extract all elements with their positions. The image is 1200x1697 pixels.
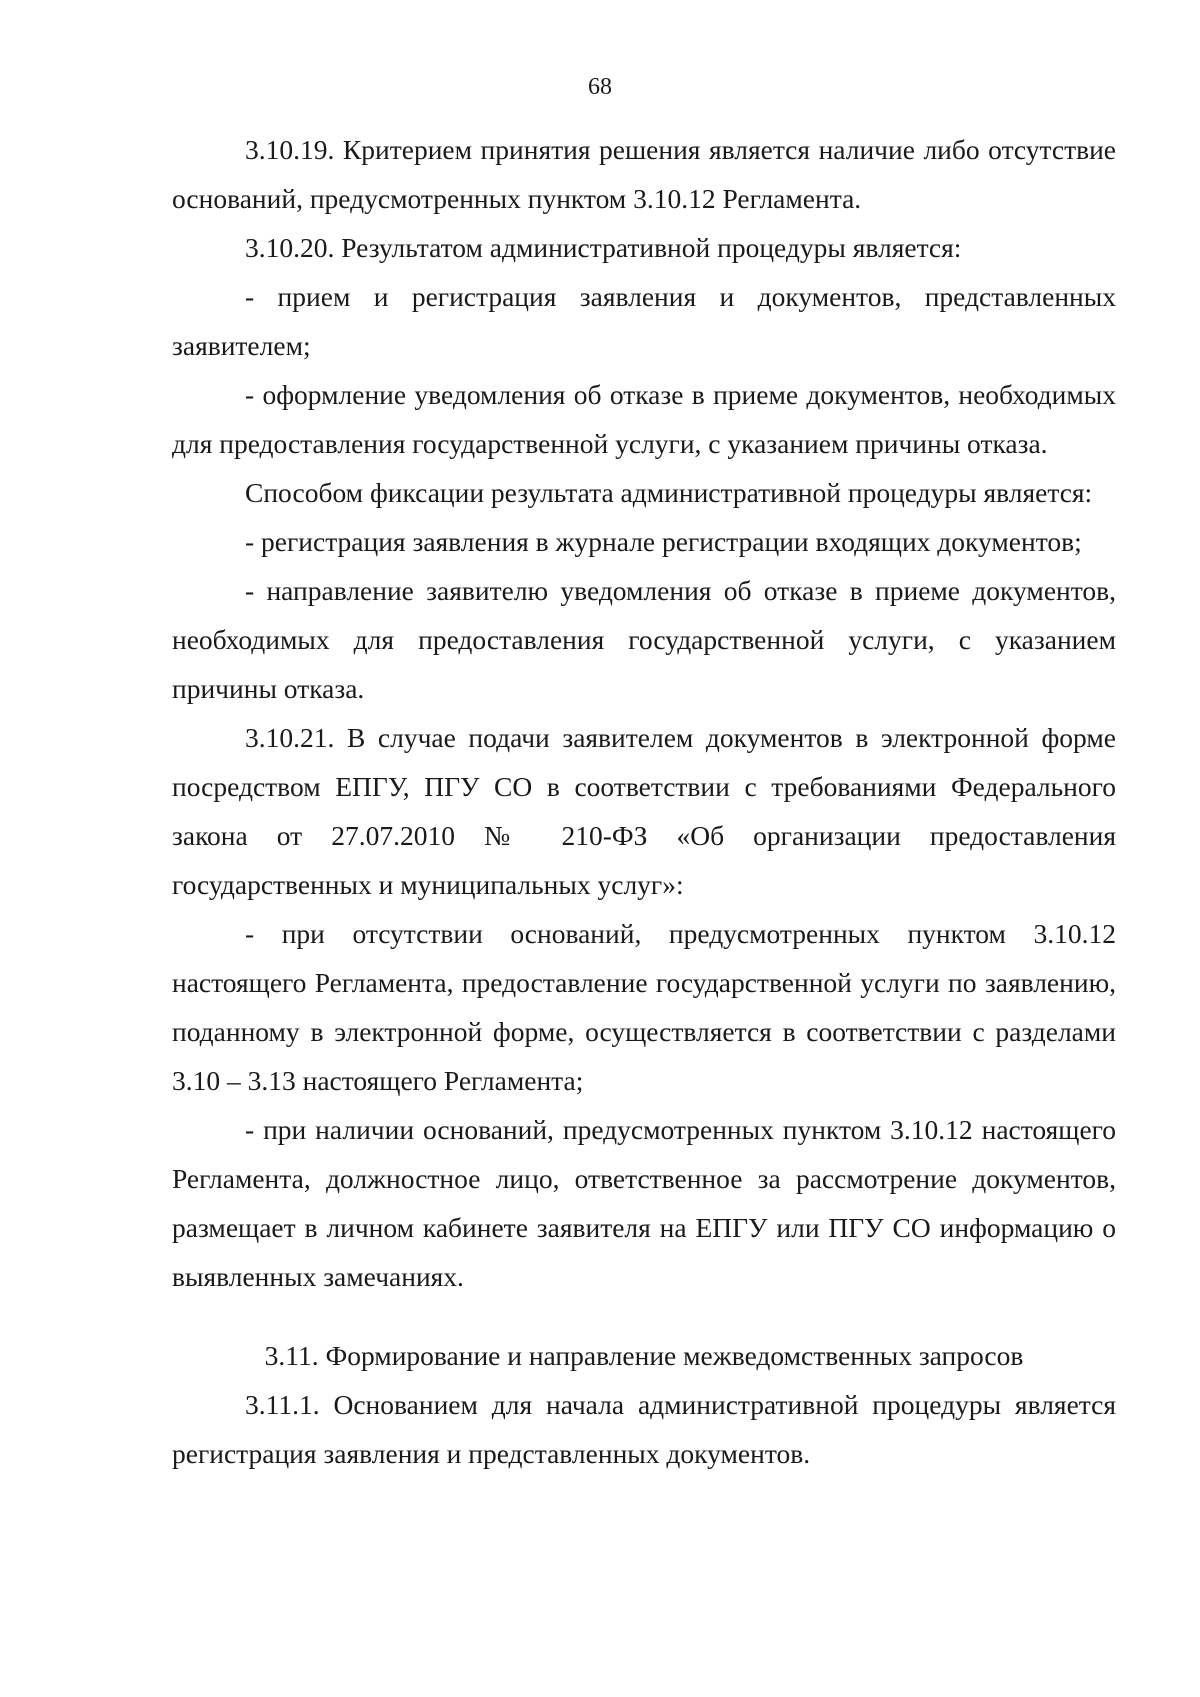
- list-item-grounds-present: - при наличии оснований, предусмотренных пунктом 3.10.12 настоящего Регламента, должностное лицо, ответственное за рассмотрение документов, размещает в личном кабинете заявителя на ЕПГУ или ПГУ СО информацию о выявленных замечаниях.: [172, 1114, 1116, 1292]
- list-item-journal-registration: - регистрация заявления в журнале регистрации входящих документов;: [245, 526, 1082, 557]
- page-number: 68: [588, 74, 612, 100]
- paragraph-3-11-1: 3.11.1. Основанием для начала административной процедуры является регистрация заявления и представленных документов.: [172, 1389, 1116, 1469]
- list-item-sending-notice: - направление заявителю уведомления об отказе в приеме документов, необходимых для предоставления государственной услуги, с указанием причины отказа.: [172, 575, 1116, 704]
- paragraph-3-10-19: 3.10.19. Критерием принятия решения является наличие либо отсутствие оснований, предусмотренных пунктом 3.10.12 Регламента.: [172, 134, 1116, 214]
- paragraph-3-10-21: 3.10.21. В случае подачи заявителем документов в электронной форме посредством ЕПГУ, ПГУ СО в соответствии с требованиями Федерального закона от 27.07.2010 № 210-ФЗ «Об организации предоставления государственных и муниципальных услуг»:: [172, 722, 1116, 900]
- document-body: [172, 125, 1116, 1478]
- list-item-refusal-notice: - оформление уведомления об отказе в приеме документов, необходимых для предоставления государственной услуги, с указанием причины отказа.: [172, 379, 1116, 459]
- list-item-registration: - прием и регистрация заявления и документов, представленных заявителем;: [172, 281, 1116, 361]
- paragraph-3-10-20: 3.10.20. Результатом административной процедуры является:: [245, 232, 962, 263]
- paragraph-fixation-method: Способом фиксации результата административной процедуры является:: [245, 477, 1093, 508]
- list-item-no-grounds: - при отсутствии оснований, предусмотренных пунктом 3.10.12 настоящего Регламента, предоставление государственной услуги по заявлению, поданному в электронной форме, осуществляется в соответствии с разделами 3.10 – 3.13 настоящего Регламента;: [172, 918, 1116, 1096]
- section-heading-3-11: 3.11. Формирование и направление межведомственных запросов: [264, 1340, 1024, 1371]
